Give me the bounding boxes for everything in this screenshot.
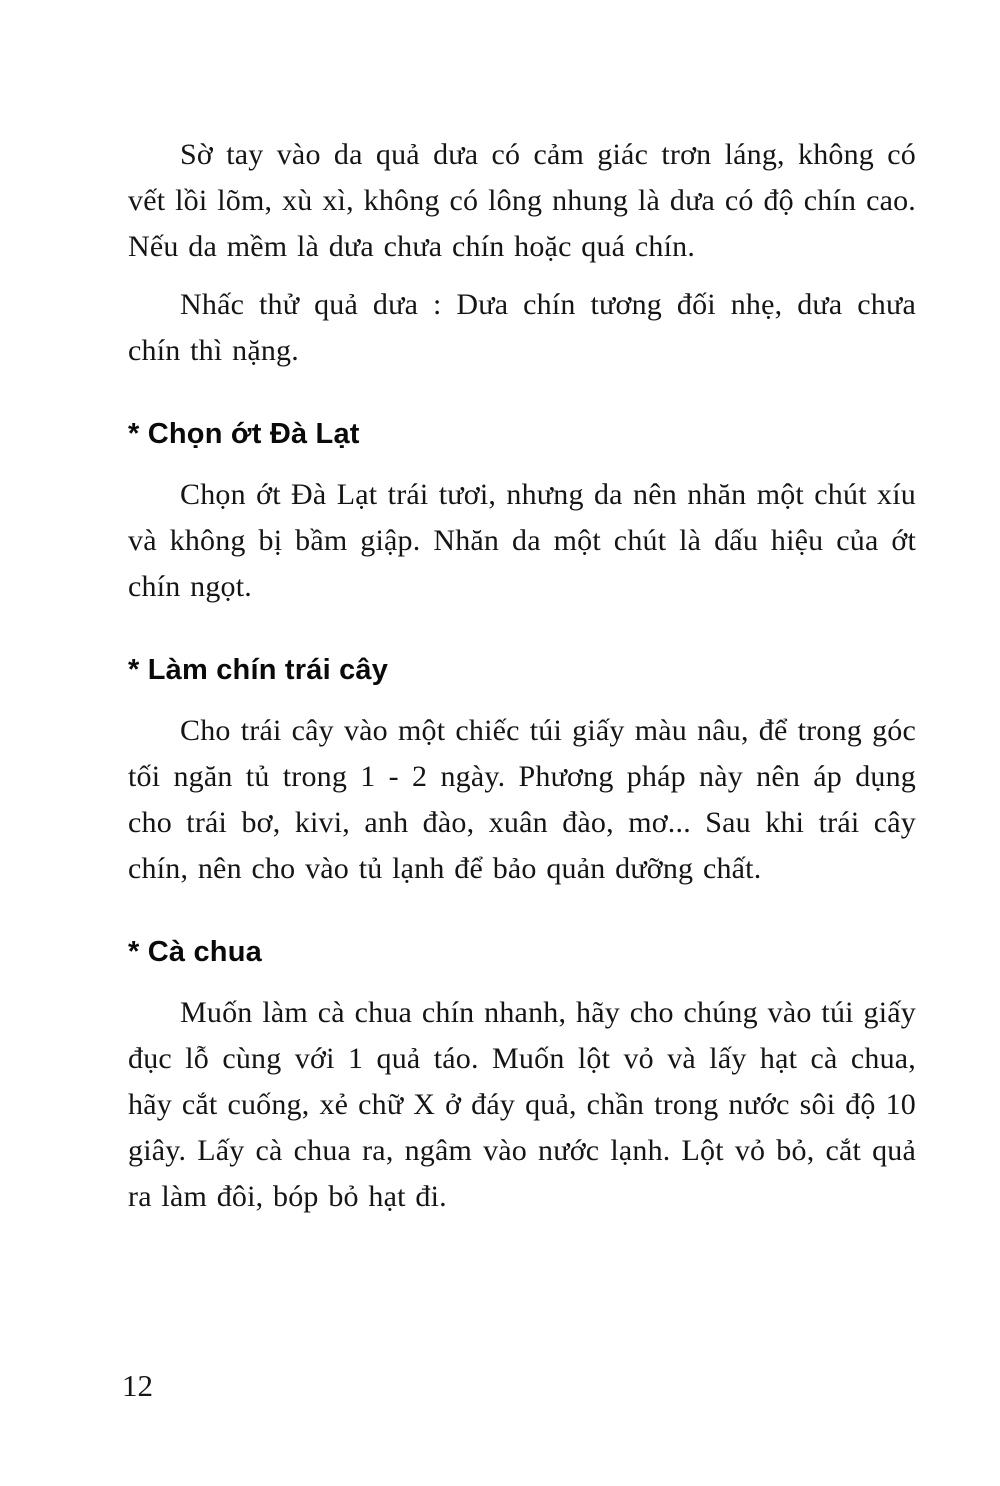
body-paragraph: Cho trái cây vào một chiếc túi giấy màu nâu, để trong góc tối ngăn tủ trong 1 - 2 ngày. Phương pháp này nên áp dụng cho trái bơ, kivi, anh đào, xuân đào, mơ... Sau khi trái cây chín, nên cho vào tủ lạnh để bảo quản dưỡng chất. [128,714,916,885]
body-paragraph: Sờ tay vào da quả dưa có cảm giác trơn láng, không có vết lồi lõm, xù xì, không có lông nhung là dưa có độ chín cao. Nếu da mềm là dưa chưa chín hoặc quá chín. [128,138,916,263]
section-heading-chon-ot-da-lat: * Chọn ớt Đà Lạt [128,418,360,450]
section-heading-lam-chin-trai-cay: * Làm chín trái cây [128,654,389,686]
body-paragraph: Chọn ớt Đà Lạt trái tươi, nhưng da nên nhăn một chút xíu và không bị bầm giập. Nhăn da một chút là dấu hiệu của ớt chín ngọt. [128,478,916,603]
page-number: 12 [122,1368,153,1403]
body-paragraph: Nhấc thử quả dưa : Dưa chín tương đối nhẹ, dưa chưa chín thì nặng. [128,288,916,367]
section-heading-ca-chua: * Cà chua [128,936,262,968]
text-column [128,132,916,1232]
body-paragraph: Muốn làm cà chua chín nhanh, hãy cho chúng vào túi giấy đục lỗ cùng với 1 quả táo. Muốn lột vỏ và lấy hạt cà chua, hãy cắt cuống, xẻ chữ X ở đáy quả, chần trong nước sôi độ 10 giây. Lấy cà chua ra, ngâm vào nước lạnh. Lột vỏ bỏ, cắt quả ra làm đôi, bóp bỏ hạt đi. [128,996,916,1213]
